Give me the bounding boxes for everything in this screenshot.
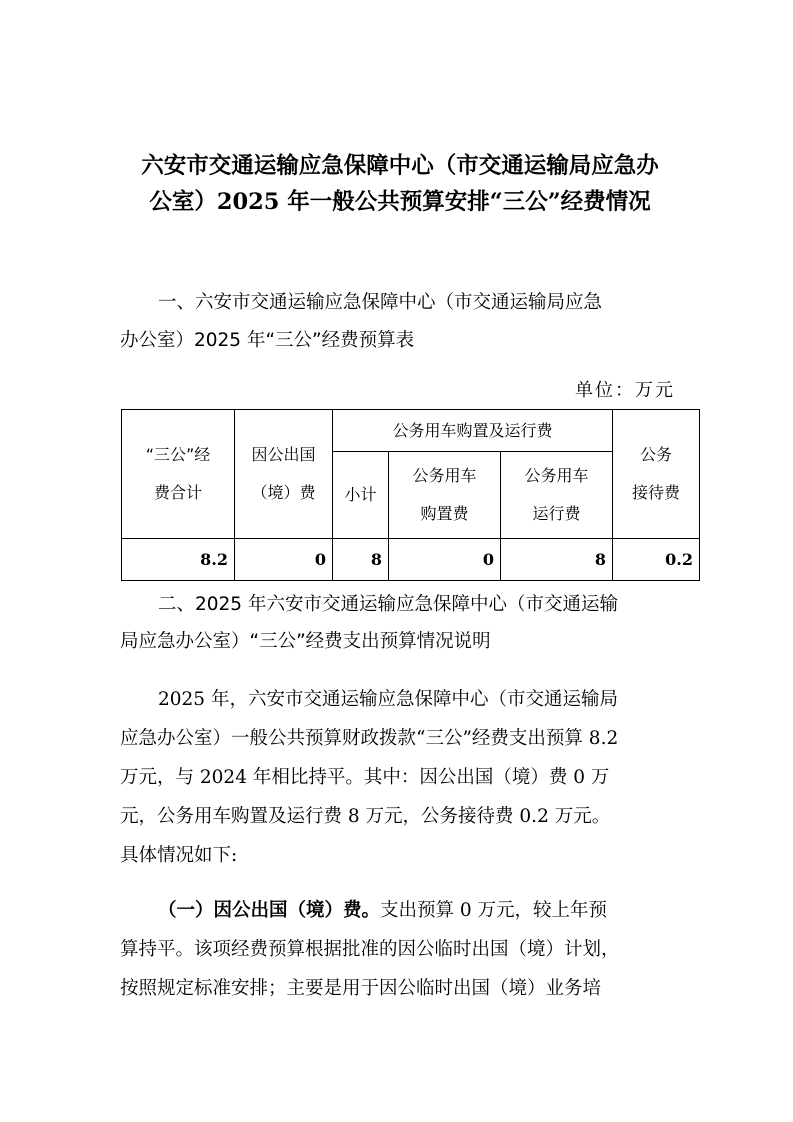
section-2-line-2: 局应急办公室）“三公”经费支出预算情况说明 [120, 631, 491, 652]
paragraph-2-line [120, 891, 676, 930]
paragraph-1-line: 具体情况如下: [120, 845, 238, 866]
header-operation-line-1: 公务用车 [524, 466, 589, 485]
value-subtotal: 8 [333, 539, 389, 581]
header-total-line-2: 费合计 [153, 483, 202, 502]
paragraph-2-text: 支出预算 0 万元，较上年预 [380, 900, 608, 921]
value-total: 8.2 [122, 539, 235, 581]
paragraph-1-line: 元，公务用车购置及运行费 8 万元，公务接待费 0.2 万元。 [120, 806, 611, 827]
header-total-line-1: “三公”经 [145, 445, 211, 464]
paragraph-1 [120, 680, 676, 875]
header-vehicle-group: 公务用车购置及运行费 [333, 410, 613, 452]
section-1-line-2: 办公室）2025 年“三公”经费预算表 [120, 330, 415, 351]
paragraph-1-line: 应急办公室）一般公共预算财政拨款“三公”经费支出预算 8.2 [120, 728, 619, 749]
table-row [122, 539, 700, 581]
paragraph-1-line: 万元，与 2024 年相比持平。其中：因公出国（境）费 0 万 [120, 767, 610, 788]
paragraph-2-line: 按照规定标准安排；主要是用于因公临时出国（境）业务培 [120, 978, 602, 999]
section-1-heading [120, 284, 676, 360]
header-reception-line-2: 接待费 [631, 483, 680, 502]
section-2-line-1: 二、2025 年六安市交通运输应急保障中心（市交通运输 [158, 594, 618, 615]
header-abroad-line-2: （境）费 [251, 483, 316, 502]
paragraph-2-line: 算持平。该项经费预算根据批准的因公临时出国（境）计划， [120, 939, 620, 960]
subsection-heading: （一）因公出国（境）费。 [158, 900, 381, 921]
title-line-2: 公室）2025 年一般公共预算安排“三公”经费情况 [149, 189, 651, 215]
budget-table [121, 409, 700, 581]
header-abroad-line-1: 因公出国 [251, 445, 316, 464]
paragraph-1-line: 2025 年，六安市交通运输应急保障中心（市交通运输局 [158, 689, 618, 710]
header-operation [501, 452, 613, 539]
unit-label: 单位：万元 [575, 380, 675, 401]
value-reception: 0.2 [613, 539, 700, 581]
header-reception-line-1: 公务 [639, 445, 672, 464]
header-purchase [389, 452, 501, 539]
header-abroad [235, 410, 333, 539]
header-subtotal: 小计 [333, 452, 389, 539]
header-reception [613, 410, 700, 539]
section-1-line-1: 一、六安市交通运输应急保障中心（市交通运输局应急 [158, 292, 603, 313]
section-2-heading [120, 586, 680, 660]
header-purchase-line-1: 公务用车 [412, 466, 477, 485]
header-total [122, 410, 235, 539]
value-purchase: 0 [389, 539, 501, 581]
paragraph-2 [120, 891, 676, 1008]
header-purchase-line-2: 购置费 [420, 504, 469, 523]
value-abroad: 0 [235, 539, 333, 581]
value-operation: 8 [501, 539, 613, 581]
header-operation-line-2: 运行费 [532, 504, 581, 523]
title-line-1: 六安市交通运输应急保障中心（市交通运输局应急办 [141, 153, 659, 179]
document-title [100, 148, 700, 220]
